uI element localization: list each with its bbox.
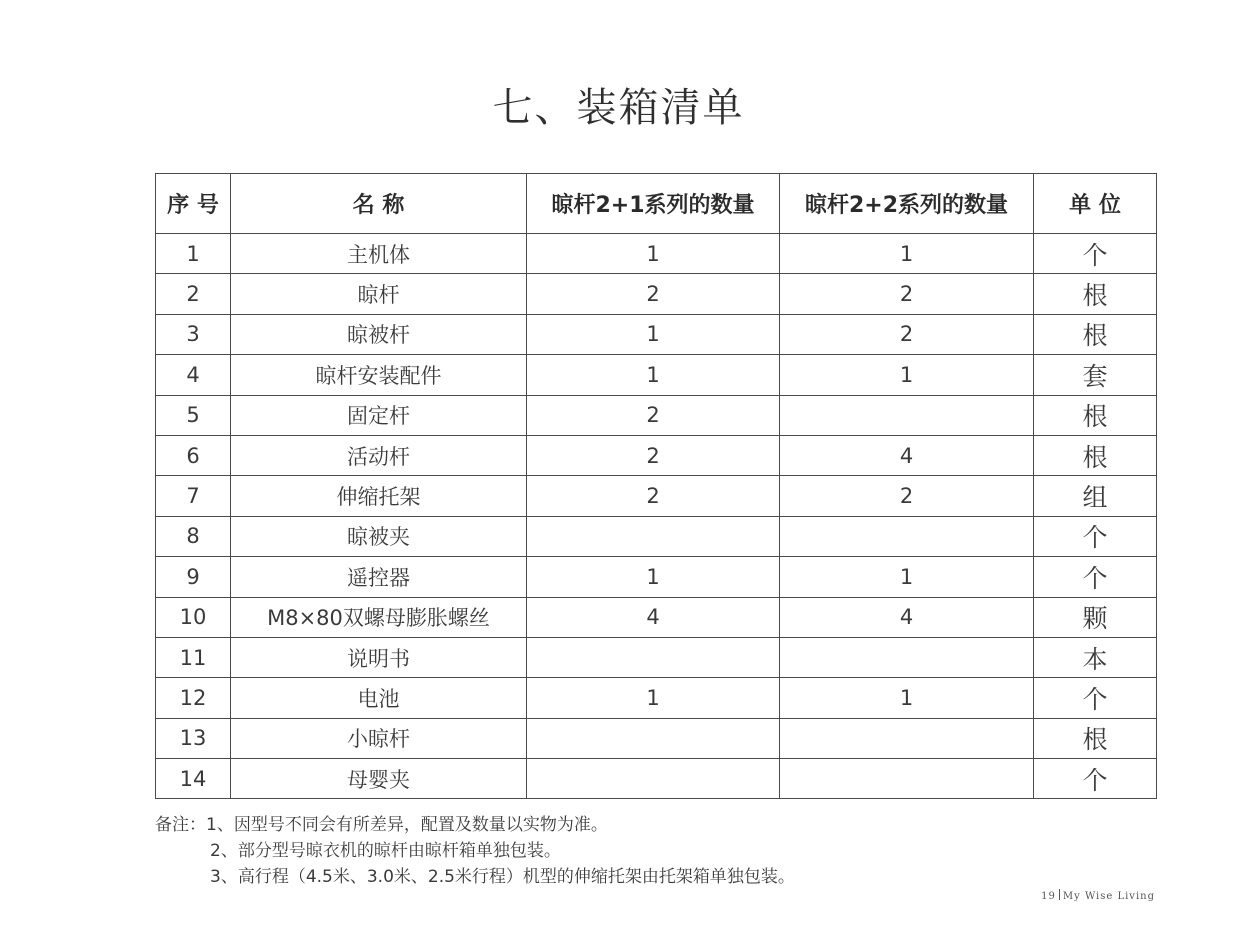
header-index: 序 号 xyxy=(156,174,231,234)
cell-name: 晾杆 xyxy=(231,274,527,314)
cell-name: 晾被夹 xyxy=(231,516,527,556)
cell-qty-2-1 xyxy=(527,637,780,677)
cell-qty-2-2 xyxy=(780,759,1034,799)
table-row xyxy=(156,395,1157,435)
cell-name: 遥控器 xyxy=(231,557,527,597)
table-row xyxy=(156,557,1157,597)
page-footer xyxy=(1041,889,1155,902)
cell-qty-2-2: 1 xyxy=(780,557,1034,597)
cell-qty-2-2: 1 xyxy=(780,234,1034,274)
cell-unit: 套 xyxy=(1034,355,1157,395)
packing-list-table xyxy=(155,173,1157,799)
cell-unit: 根 xyxy=(1034,718,1157,758)
table-row xyxy=(156,678,1157,718)
cell-qty-2-1 xyxy=(527,718,780,758)
cell-unit: 根 xyxy=(1034,395,1157,435)
footer-brand: My Wise Living xyxy=(1062,891,1155,902)
cell-index: 14 xyxy=(156,759,231,799)
table-row xyxy=(156,435,1157,475)
note-line-2: 2、部分型号晾衣机的晾杆由晾杆箱单独包装。 xyxy=(210,841,561,861)
cell-index: 8 xyxy=(156,516,231,556)
cell-unit: 组 xyxy=(1034,476,1157,516)
cell-qty-2-1: 1 xyxy=(527,557,780,597)
cell-qty-2-1: 2 xyxy=(527,476,780,516)
cell-name: 固定杆 xyxy=(231,395,527,435)
cell-index: 13 xyxy=(156,718,231,758)
cell-index: 6 xyxy=(156,435,231,475)
cell-name: 伸缩托架 xyxy=(231,476,527,516)
cell-name: M8×80双螺母膨胀螺丝 xyxy=(231,597,527,637)
note-line-1: 备注：1、因型号不同会有所差异，配置及数量以实物为准。 xyxy=(155,815,608,835)
cell-name: 活动杆 xyxy=(231,435,527,475)
cell-index: 12 xyxy=(156,678,231,718)
cell-unit: 根 xyxy=(1034,314,1157,354)
header-qty-2-2: 晾杆2+2系列的数量 xyxy=(780,174,1034,234)
cell-qty-2-1 xyxy=(527,516,780,556)
cell-qty-2-1: 4 xyxy=(527,597,780,637)
table-row xyxy=(156,516,1157,556)
cell-qty-2-1: 1 xyxy=(527,355,780,395)
cell-qty-2-2: 4 xyxy=(780,435,1034,475)
cell-name: 母婴夹 xyxy=(231,759,527,799)
header-unit: 单 位 xyxy=(1034,174,1157,234)
cell-qty-2-1: 2 xyxy=(527,395,780,435)
cell-qty-2-2 xyxy=(780,718,1034,758)
cell-qty-2-1: 1 xyxy=(527,314,780,354)
table-row xyxy=(156,355,1157,395)
table-row xyxy=(156,274,1157,314)
cell-index: 3 xyxy=(156,314,231,354)
cell-name: 主机体 xyxy=(231,234,527,274)
notes xyxy=(155,812,795,890)
cell-qty-2-2: 2 xyxy=(780,314,1034,354)
cell-qty-2-2: 1 xyxy=(780,678,1034,718)
cell-unit: 颗 xyxy=(1034,597,1157,637)
page-number: 19 xyxy=(1041,891,1056,902)
table-row xyxy=(156,637,1157,677)
cell-unit: 根 xyxy=(1034,274,1157,314)
cell-name: 说明书 xyxy=(231,637,527,677)
cell-index: 1 xyxy=(156,234,231,274)
cell-qty-2-2 xyxy=(780,637,1034,677)
cell-qty-2-1: 1 xyxy=(527,234,780,274)
cell-index: 7 xyxy=(156,476,231,516)
cell-qty-2-2: 1 xyxy=(780,355,1034,395)
table-row xyxy=(156,234,1157,274)
cell-name: 晾被杆 xyxy=(231,314,527,354)
cell-qty-2-2: 4 xyxy=(780,597,1034,637)
cell-qty-2-1: 2 xyxy=(527,435,780,475)
cell-qty-2-2 xyxy=(780,516,1034,556)
cell-qty-2-2 xyxy=(780,395,1034,435)
cell-index: 11 xyxy=(156,637,231,677)
cell-qty-2-2: 2 xyxy=(780,274,1034,314)
header-name: 名 称 xyxy=(231,174,527,234)
cell-name: 小晾杆 xyxy=(231,718,527,758)
cell-unit: 根 xyxy=(1034,435,1157,475)
cell-qty-2-1: 2 xyxy=(527,274,780,314)
cell-unit: 个 xyxy=(1034,759,1157,799)
cell-qty-2-2: 2 xyxy=(780,476,1034,516)
table-header-row xyxy=(156,174,1157,234)
cell-index: 2 xyxy=(156,274,231,314)
cell-unit: 个 xyxy=(1034,234,1157,274)
table-row xyxy=(156,597,1157,637)
cell-index: 5 xyxy=(156,395,231,435)
footer-divider xyxy=(1059,889,1060,900)
cell-unit: 个 xyxy=(1034,557,1157,597)
table-row xyxy=(156,314,1157,354)
cell-name: 晾杆安装配件 xyxy=(231,355,527,395)
table-row xyxy=(156,476,1157,516)
cell-name: 电池 xyxy=(231,678,527,718)
cell-index: 4 xyxy=(156,355,231,395)
table-row xyxy=(156,759,1157,799)
cell-index: 10 xyxy=(156,597,231,637)
cell-index: 9 xyxy=(156,557,231,597)
cell-qty-2-1 xyxy=(527,759,780,799)
cell-qty-2-1: 1 xyxy=(527,678,780,718)
cell-unit: 本 xyxy=(1034,637,1157,677)
note-line-3: 3、高行程（4.5米、3.0米、2.5米行程）机型的伸缩托架由托架箱单独包装。 xyxy=(210,867,795,887)
header-qty-2-1: 晾杆2+1系列的数量 xyxy=(527,174,780,234)
page-title: 七、装箱清单 xyxy=(492,85,745,131)
cell-unit: 个 xyxy=(1034,516,1157,556)
table-row xyxy=(156,718,1157,758)
cell-unit: 个 xyxy=(1034,678,1157,718)
